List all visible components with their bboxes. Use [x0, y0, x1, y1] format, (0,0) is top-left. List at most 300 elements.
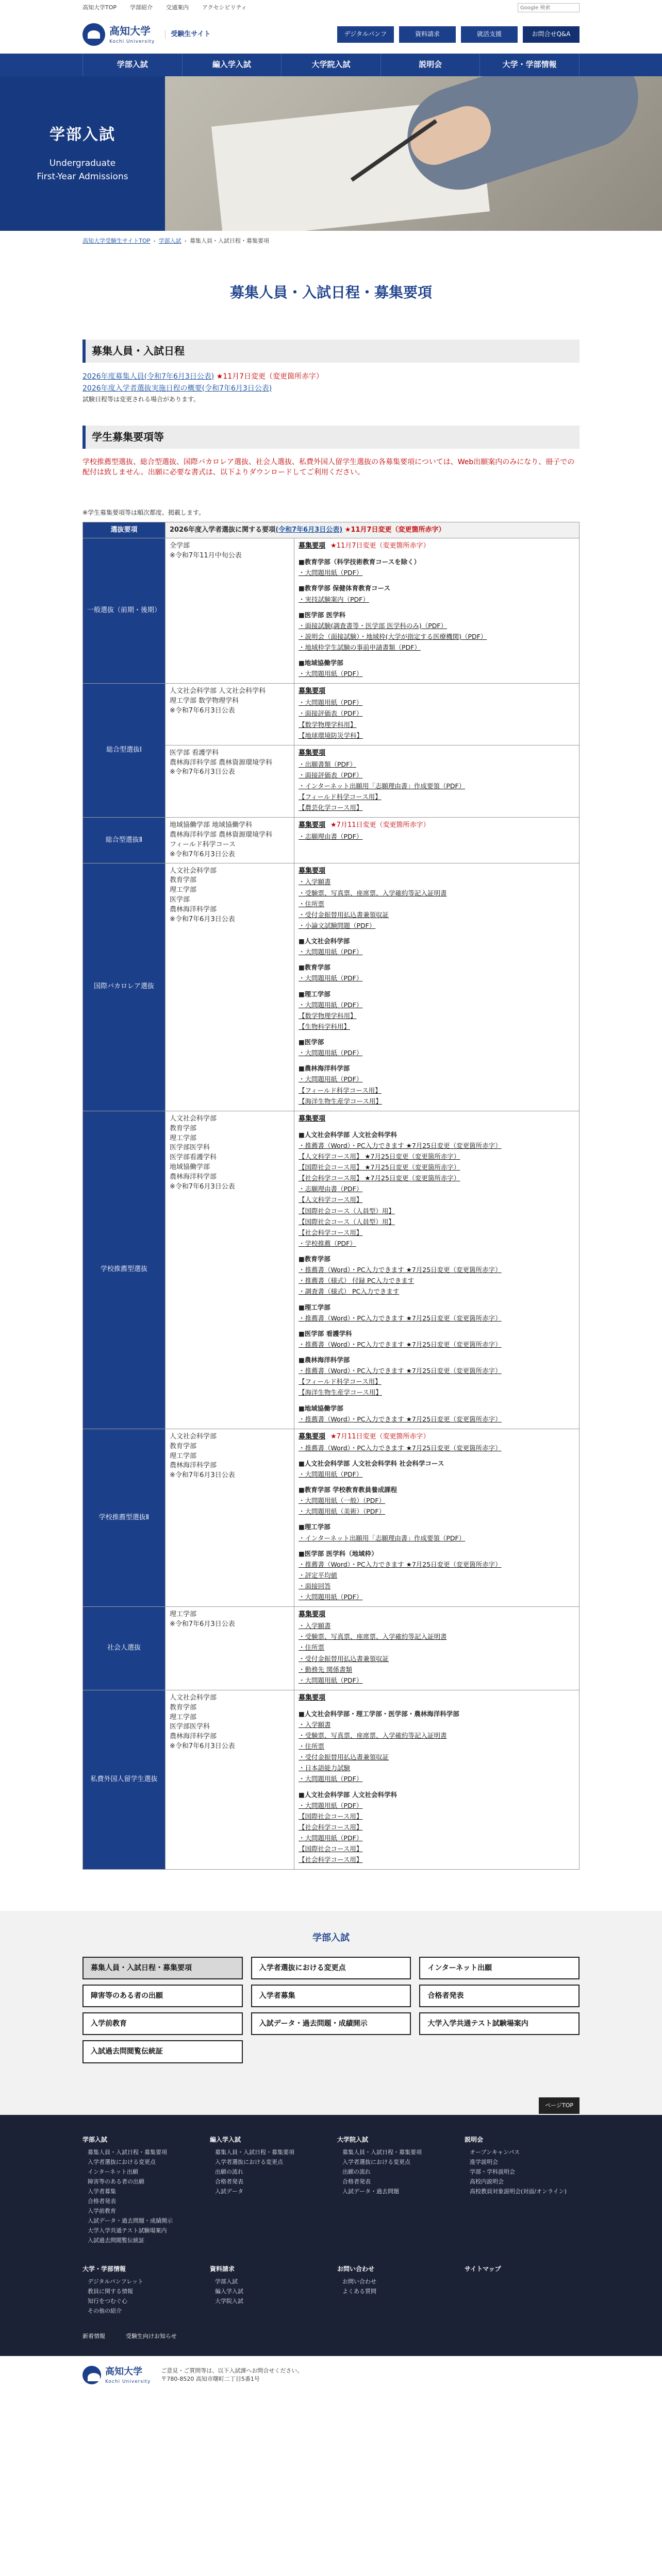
- row-documents: [294, 1111, 580, 1429]
- document-group-title: ■農林海洋科学部: [299, 1356, 350, 1364]
- document-link[interactable]: ・志願理由書（PDF）: [299, 1185, 363, 1193]
- gnav-graduate[interactable]: [282, 54, 381, 76]
- document-link[interactable]: 【数学物理学科用】: [299, 720, 357, 728]
- row-departments: [166, 818, 294, 863]
- gnav-sessions[interactable]: [381, 54, 481, 76]
- global-nav: [0, 54, 662, 76]
- footer-link[interactable]: 教員に関する情報: [88, 2287, 133, 2295]
- application-guidelines-link[interactable]: 募集要項: [299, 867, 326, 875]
- footer-link[interactable]: 入学者募集: [88, 2188, 116, 2195]
- department-line: 医学部: [170, 896, 190, 904]
- footer-column-title[interactable]: 編入学入試: [210, 2136, 241, 2143]
- digital-pamphlet-button[interactable]: デジタルパンフ: [337, 26, 394, 42]
- document-link[interactable]: 【社会科学コース用】 ★7月25日変更（変更箇所赤字）: [299, 1174, 460, 1182]
- footer-link[interactable]: 出願の流れ: [215, 2168, 243, 2176]
- document-group-title: ■医学部 看護学科: [299, 1329, 352, 1337]
- document-link[interactable]: ・説明会（面接試験）・地域枠(大学が指定する医療機関)（PDF）: [299, 632, 487, 640]
- footer-link[interactable]: 入試データ・過去問題・成績開示: [88, 2217, 173, 2224]
- row-documents: [294, 684, 580, 745]
- gnav-label: 大学・学部情報: [502, 60, 557, 70]
- department-line: フィールド科学コース: [170, 840, 236, 849]
- row-documents: [294, 818, 580, 863]
- row-departments: [166, 684, 294, 745]
- bottom-nav-item[interactable]: 入学者募集: [251, 1985, 411, 2007]
- document-link[interactable]: 【農芸化学コース用】: [299, 804, 363, 812]
- document-link[interactable]: 【社会科学コース用】: [299, 1228, 363, 1236]
- department-line: ※令和7年6月3日公表: [170, 1182, 235, 1191]
- document-link[interactable]: 【国際社会コース（人員型）用】: [299, 1207, 395, 1215]
- footer-address: 〒780-8520 高知市曙町二丁目5番1号: [161, 2376, 260, 2383]
- table-row: [83, 1111, 580, 1429]
- document-link[interactable]: ・大問題用紙（PDF）: [299, 1075, 363, 1083]
- header-title-text: 2026年度入学者選抜に関する要項: [170, 526, 276, 534]
- footer-column-title[interactable]: サイトマップ: [465, 2265, 501, 2273]
- document-link[interactable]: ・入学願書: [299, 1720, 331, 1728]
- footer-link[interactable]: 学部入試: [215, 2278, 238, 2285]
- document-link[interactable]: ・大問題用紙（PDF）: [299, 1470, 363, 1478]
- document-group-title: ■医学部: [299, 1038, 324, 1046]
- table-header-row: [83, 522, 580, 538]
- hero-en-line2: First-Year Admissions: [37, 171, 128, 182]
- bottom-nav-item[interactable]: 大学入学共通テスト試験場案内: [419, 2012, 580, 2035]
- application-guidelines-link[interactable]: 募集要項: [299, 687, 326, 696]
- document-link[interactable]: ・推薦書（様式） 付録 PC入力できます: [299, 1277, 415, 1285]
- footer-link[interactable]: 募集人員・入試日程・募集要項: [215, 2149, 294, 2156]
- logo-text: [109, 24, 155, 45]
- footer-column-title[interactable]: 学部入試: [82, 2136, 108, 2143]
- footer-link[interactable]: 学部・学科説明会: [470, 2168, 515, 2176]
- document-link[interactable]: ・受験票、写真票、座席票、入学確約等記入証明書: [299, 889, 447, 897]
- document-link[interactable]: ・出願書類（PDF）: [299, 760, 356, 768]
- document-link[interactable]: ・住所票: [299, 1643, 325, 1652]
- row-departments: [166, 1111, 294, 1429]
- header-change-note: ★11月7日変更（変更箇所赤字）: [344, 526, 445, 534]
- search-input[interactable]: [518, 3, 580, 12]
- row-category: 一般選抜（前期・後期）: [83, 538, 166, 684]
- document-link[interactable]: ・面接評価表（PDF）: [299, 709, 363, 718]
- footer-column: [337, 2136, 452, 2246]
- footer-link[interactable]: よくある質問: [342, 2287, 376, 2295]
- section-title: 募集人員・入試日程: [82, 340, 580, 363]
- schedule-note: 試験日程等は変更される場合があります。: [82, 395, 200, 403]
- document-link[interactable]: ・推薦書（Word）・PC入力できます ★7月25日変更（変更箇所赤字）: [299, 1141, 502, 1149]
- row-category: 総合型選抜Ⅰ: [83, 684, 166, 818]
- row-category: 国際バカロレア選抜: [83, 863, 166, 1111]
- page-top-button[interactable]: ページTOP: [539, 2097, 580, 2114]
- hero-en-line1: Undergraduate: [49, 158, 116, 169]
- bottom-nav-item[interactable]: 募集人員・入試日程・募集要項: [82, 1957, 243, 1979]
- document-link[interactable]: ・大問題用紙（PDF）: [299, 699, 363, 707]
- hero-title-box: [0, 76, 165, 231]
- footer-column-title[interactable]: 大学院入試: [337, 2136, 369, 2143]
- row-documents: [294, 863, 580, 1111]
- footer-columns: [82, 2136, 580, 2246]
- department-line: 人文社会科学部: [170, 1114, 217, 1123]
- documents-head: [299, 1610, 575, 1620]
- department-line: 医学部 看護学科: [170, 749, 219, 757]
- footer-column-title[interactable]: 資料請求: [210, 2265, 235, 2273]
- department-line: ※令和7年6月3日公表: [170, 707, 235, 715]
- document-link[interactable]: ・大問題用紙（PDF）: [299, 948, 363, 956]
- document-link[interactable]: ・受験票、写真票、座席票、入学確約等記入証明書: [299, 1731, 447, 1739]
- document-link[interactable]: ・推薦書（Word）・PC入力できます ★7月25日変更（変更箇所赤字）: [299, 1415, 502, 1423]
- request-materials-button[interactable]: 資料請求: [399, 26, 456, 42]
- documents-head: [299, 821, 575, 831]
- row-departments: [166, 1429, 294, 1606]
- header-buttons: [337, 26, 580, 42]
- document-link[interactable]: ・受付金振替用払込書兼領収証: [299, 1654, 389, 1663]
- table-row: [83, 863, 580, 1111]
- bottom-nav-item[interactable]: 入学者選抜における変更点: [251, 1957, 411, 1979]
- document-group-title: ■教育学部（科学技術教育コースを除く）: [299, 558, 421, 566]
- document-link[interactable]: ・大問題用紙（PDF）: [299, 1801, 363, 1809]
- document-link[interactable]: ・インターネット出願用「志願理由書」作成要領（PDF）: [299, 1534, 466, 1542]
- bottom-nav-grid: [82, 1957, 580, 2063]
- document-link[interactable]: ・地域枠学生試験の事前申請書類（PDF）: [299, 643, 421, 652]
- pagetop-wrap: [0, 2094, 662, 2115]
- breadcrumb-link-top[interactable]: 高知大学受験生サイトTOP: [82, 238, 151, 244]
- application-guidelines-link[interactable]: 募集要項: [299, 542, 326, 550]
- bottom-nav-item[interactable]: 合格者発表: [419, 1985, 580, 2007]
- department-line: 医学部医学科: [170, 1723, 210, 1731]
- document-link[interactable]: ・住所票: [299, 900, 325, 908]
- document-link[interactable]: 【生物科学科用】: [299, 1022, 351, 1030]
- footer-link[interactable]: 障害等のある者の出願: [88, 2178, 144, 2185]
- application-guidelines-link[interactable]: 募集要項: [299, 1432, 326, 1440]
- change-note: ★11月7日変更（変更箇所赤字）: [216, 372, 324, 381]
- footer-column: [82, 2265, 197, 2317]
- change-note: ★7月11日変更（変更箇所赤字）: [330, 821, 430, 829]
- logo-en: Kochi University: [109, 39, 155, 44]
- schedule-line: [82, 371, 580, 383]
- document-link[interactable]: ・大問題用紙（PDF）: [299, 1049, 363, 1057]
- footer-row2: [82, 2265, 580, 2317]
- document-group-title: ■理工学部: [299, 1303, 330, 1311]
- document-group-title: ■教育学部 保健体育教育コース: [299, 584, 391, 592]
- document-group-title: ■理工学部: [299, 1523, 330, 1531]
- breadcrumb-separator: ›: [184, 238, 187, 244]
- document-link[interactable]: ・面接評価表（PDF）: [299, 771, 363, 779]
- document-link[interactable]: 【国際社会コース用】: [299, 1845, 363, 1853]
- department-line: 理工学部 数学物理学科: [170, 697, 239, 705]
- footer-link[interactable]: インターネット出願: [88, 2168, 139, 2176]
- document-link[interactable]: ・大問題用紙（PDF）: [299, 1834, 363, 1842]
- department-line: 人文社会科学部 人文社会科学科: [170, 687, 266, 696]
- document-group-title: ■農林海洋科学部: [299, 1064, 350, 1073]
- section-body: [82, 371, 580, 405]
- document-group-title: ■人文社会科学部 人文社会科学科 社会科学コース: [299, 1459, 444, 1467]
- document-link[interactable]: ・面接回答: [299, 1582, 331, 1590]
- footer-link[interactable]: 入試過去問閲覧伝統証: [88, 2236, 144, 2244]
- table-row: [83, 818, 580, 863]
- bottom-nav-title: 学部入試: [312, 1933, 350, 1944]
- footer-link[interactable]: オープンキャンパス: [470, 2149, 520, 2156]
- application-guidelines-link[interactable]: 募集要項: [299, 821, 326, 829]
- capacity-link[interactable]: 2026年度募集人員(令和7年6月3日公表): [82, 372, 214, 381]
- header-category: 選抜要項: [83, 522, 166, 538]
- document-link[interactable]: 【国際社会コース用】 ★7月25日変更（変更箇所赤字）: [299, 1163, 460, 1172]
- schedule-line: [82, 383, 580, 395]
- document-link[interactable]: 【フィールド科学コース用】: [299, 1086, 382, 1094]
- document-link[interactable]: ・推薦書（Word）・PC入力できます ★7月25日変更（変更箇所赤字）: [299, 1314, 502, 1322]
- application-guidelines-link[interactable]: 募集要項: [299, 749, 326, 757]
- footer-note: ご意見・ご質問等は、以下入試課へお問合せください。: [161, 2367, 303, 2375]
- table-row: [83, 684, 580, 745]
- schedule-link[interactable]: 2026年度入学者選抜実施日程の概要(令和7年6月3日公表): [82, 384, 272, 393]
- footer-logo-text: [105, 2365, 151, 2385]
- topbar-link-university-top[interactable]: 高知大学TOP: [82, 4, 117, 11]
- top-utility-bar: [0, 0, 662, 15]
- document-link[interactable]: ・推薦書（Word）・PC入力できます ★7月25日変更（変更箇所赤字）: [299, 1340, 502, 1348]
- footer-link[interactable]: 編入学入試: [215, 2287, 243, 2295]
- row-documents: [294, 1690, 580, 1870]
- university-emblem-icon: [82, 2366, 101, 2384]
- footer-column-title[interactable]: お問い合わせ: [337, 2265, 375, 2273]
- logo-name: 高知大学: [109, 24, 151, 37]
- bottom-nav-item[interactable]: 入試データ・過去問題・成績開示: [251, 2012, 411, 2035]
- footer-link[interactable]: 大学入学共通テスト試験場案内: [88, 2227, 167, 2234]
- footer-link[interactable]: 合格者発表: [215, 2178, 243, 2185]
- document-group-title: ■医学部 医学科: [299, 611, 346, 619]
- topbar-link-accessibility[interactable]: アクセシビリティ: [202, 4, 247, 11]
- document-link[interactable]: ・推薦書（Word）・PC入力できます ★7月25日変更（変更箇所赤字）: [299, 1444, 502, 1452]
- change-note: ★11月7日変更（変更箇所赤字）: [330, 542, 430, 550]
- document-group-title: ■理工学部: [299, 990, 330, 998]
- footer-link[interactable]: 入学者選抜における変更点: [88, 2159, 156, 2166]
- footer-link[interactable]: 出願の流れ: [342, 2168, 371, 2176]
- row-departments: [166, 1607, 294, 1690]
- document-link[interactable]: ・評定平均値: [299, 1571, 338, 1579]
- footer-link[interactable]: 高校教員対象説明会(対面/オンライン): [470, 2188, 567, 2195]
- hero-title: 学部入試: [49, 125, 115, 144]
- document-link[interactable]: ・大問題用紙（PDF）: [299, 1676, 363, 1684]
- department-line: ※令和7年6月3日公表: [170, 850, 235, 858]
- footer-link[interactable]: 進学説明会: [470, 2159, 498, 2166]
- breadcrumb-link-undergraduate[interactable]: 学部入試: [158, 238, 181, 244]
- bottom-nav-item[interactable]: インターネット出願: [419, 1957, 580, 1979]
- document-link[interactable]: ・インターネット出願用「志願理由書」作成要領（PDF）: [299, 782, 466, 790]
- table-row: [83, 1607, 580, 1690]
- footer-link[interactable]: デジタルパンフレット: [88, 2278, 144, 2285]
- department-line: 地域協働学部 地域協働学科: [170, 821, 253, 829]
- site-logo[interactable]: [82, 23, 155, 46]
- documents-head: [299, 541, 575, 551]
- footer-column: [337, 2265, 452, 2317]
- footer-link[interactable]: 募集人員・入試日程・募集要項: [342, 2149, 422, 2156]
- document-link[interactable]: ・受付金振替用払込書兼領収証: [299, 910, 389, 919]
- bottom-nav-item[interactable]: 入試過去問閲覧伝統証: [82, 2040, 243, 2063]
- department-line: 理工学部: [170, 886, 197, 894]
- footer-link[interactable]: 入試データ: [215, 2188, 243, 2195]
- department-line: ※令和7年6月3日公表: [170, 1620, 235, 1629]
- department-line: 教育学部: [170, 1442, 197, 1450]
- footer-logo[interactable]: [82, 2365, 151, 2385]
- table-row: [83, 1429, 580, 1606]
- document-link[interactable]: 【数学物理学科用】: [299, 1011, 357, 1020]
- footer-logo-en: Kochi University: [105, 2379, 151, 2384]
- document-group-title: ■人文社会科学部・理工学部・医学部・農林海洋科学部: [299, 1709, 459, 1718]
- document-link[interactable]: ・大問題用紙（一般）（PDF）: [299, 1497, 386, 1505]
- document-link[interactable]: ・小論文試験問題（PDF）: [299, 921, 376, 929]
- document-link[interactable]: ・面接試験(調査書等・医学部 医学科のみ)（PDF）: [299, 621, 448, 630]
- change-note: ★7月11日変更（変更箇所赤字）: [330, 1432, 430, 1440]
- document-link[interactable]: 【フィールド科学コース用】: [299, 793, 382, 801]
- section-guidelines: [82, 426, 580, 1870]
- footer-column: [210, 2265, 325, 2317]
- gnav-transfer[interactable]: [183, 54, 282, 76]
- footer-column: [465, 2136, 580, 2246]
- topbar-link-faculties[interactable]: 学部紹介: [130, 4, 153, 11]
- bottom-nav-item[interactable]: 入学前教育: [82, 2012, 243, 2035]
- document-link[interactable]: ・推薦書（Word）・PC入力できます ★7月25日変更（変更箇所赤字）: [299, 1367, 502, 1375]
- document-group-title: ■人文社会科学部 人文社会科学科: [299, 1790, 398, 1799]
- document-group-title: ■人文社会科学部: [299, 937, 350, 945]
- footer-column: [82, 2136, 197, 2246]
- footer-column: [465, 2265, 580, 2317]
- document-link[interactable]: ・住所票: [299, 1742, 325, 1751]
- row-category: 学校推薦型選抜: [83, 1111, 166, 1429]
- department-line: 地域協働学部: [170, 1163, 210, 1172]
- document-link[interactable]: ・大問題用紙（PDF）: [299, 569, 363, 577]
- documents-head: [299, 749, 575, 758]
- document-link[interactable]: 【社会科学コース用】: [299, 1856, 363, 1864]
- document-link[interactable]: ・推薦書（Word）・PC入力できます ★7月25日変更（変更箇所赤字）: [299, 1560, 502, 1568]
- application-guidelines-link[interactable]: 募集要項: [299, 1611, 326, 1619]
- footer-link[interactable]: お問い合わせ: [342, 2278, 376, 2285]
- document-link[interactable]: 【人文科学コース用】: [299, 1196, 363, 1204]
- department-line: 人文社会科学部: [170, 1693, 217, 1702]
- document-link[interactable]: 【国際社会コース（人員型）用】: [299, 1217, 395, 1226]
- footer-link[interactable]: 募集人員・入試日程・募集要項: [88, 2149, 167, 2156]
- application-guidelines-link[interactable]: 募集要項: [299, 1114, 326, 1123]
- document-link[interactable]: 【海洋生物生産学コース用】: [299, 1388, 382, 1397]
- footer-notice-link[interactable]: 受験生向けお知らせ: [126, 2332, 177, 2340]
- document-link[interactable]: ・大問題用紙（美術）（PDF）: [299, 1507, 386, 1516]
- document-link[interactable]: 【フィールド科学コース用】: [299, 1378, 382, 1386]
- document-link[interactable]: ・実技試験案内（PDF）: [299, 595, 369, 603]
- document-link[interactable]: ・調査書（様式） PC入力できます: [299, 1287, 400, 1296]
- footer-column-title[interactable]: 大学・学部情報: [82, 2265, 126, 2273]
- row-documents: [294, 538, 580, 684]
- main-content: [82, 251, 580, 1870]
- document-link[interactable]: 【社会科学コース用】: [299, 1823, 363, 1831]
- guidelines-red-note: 学校推薦型選抜、総合型選抜、国際バカロレア選抜、社会人選抜、私費外国人留学生選抜の各募集要項については、Web出願案内のみになり、冊子での配付は致しません。出願に必要な書式は、以下よりダウンロードしてご利用ください。: [82, 457, 575, 477]
- document-link[interactable]: 【海洋生物生産学コース用】: [299, 1097, 382, 1105]
- row-category: 学校推薦型選抜Ⅱ: [83, 1429, 166, 1606]
- topbar-link-access[interactable]: 交通案内: [166, 4, 189, 11]
- row-category: 社会人選抜: [83, 1607, 166, 1690]
- department-line: 農林海洋科学部 農林資源環境学科: [170, 831, 273, 839]
- document-link[interactable]: ・入学願書: [299, 1622, 331, 1630]
- breadcrumb-separator: ›: [153, 238, 156, 244]
- department-line: ※令和7年6月3日公表: [170, 1742, 235, 1751]
- footer-link[interactable]: 大学院入試: [215, 2297, 243, 2304]
- footer-link[interactable]: 知行をつむぐ心: [88, 2297, 127, 2304]
- department-line: 人文社会科学部: [170, 867, 217, 875]
- row-departments: [166, 863, 294, 1111]
- footer-link[interactable]: 入試データ・過去問題: [342, 2188, 399, 2195]
- department-line: ※令和7年6月3日公表: [170, 915, 235, 923]
- row-category: 私費外国人留学生選抜: [83, 1690, 166, 1870]
- document-link[interactable]: ・入学願書: [299, 878, 331, 886]
- bottom-nav-item[interactable]: 障害等のある者の出願: [82, 1985, 243, 2007]
- document-group-title: ■地域協働学部: [299, 659, 343, 667]
- footer-link[interactable]: 合格者発表: [342, 2178, 371, 2185]
- site-footer: [0, 2115, 662, 2356]
- breadcrumb-current: 募集人員・入試日程・募集要項: [190, 238, 270, 244]
- contact-qa-button[interactable]: お問合せQ&A: [523, 26, 580, 42]
- document-group-title: ■地域協働学部: [299, 1404, 343, 1412]
- footer-link[interactable]: 高校内説明会: [470, 2178, 504, 2185]
- document-link[interactable]: ・推薦書（Word）・PC入力できます ★7月25日変更（変更箇所赤字）: [299, 1266, 502, 1274]
- department-line: ※令和7年6月3日公表: [170, 1471, 235, 1480]
- document-link[interactable]: ・学校推薦（PDF）: [299, 1239, 356, 1247]
- footer-link[interactable]: 入学者選抜における変更点: [342, 2159, 410, 2166]
- document-link[interactable]: 【国際社会コース用】: [299, 1812, 363, 1820]
- row-departments: [166, 1690, 294, 1870]
- department-line: 医学部医学科: [170, 1144, 210, 1152]
- footer-column-title[interactable]: 説明会: [465, 2136, 484, 2143]
- document-link[interactable]: 【人文科学コース用】 ★7月25日変更（変更箇所赤字）: [299, 1152, 460, 1160]
- row-departments: [166, 745, 294, 817]
- document-link[interactable]: ・大問題用紙（PDF）: [299, 1593, 363, 1601]
- career-support-button[interactable]: 就活支援: [461, 26, 518, 42]
- document-group-title: ■教育学部: [299, 963, 330, 972]
- section-title: 学生募集要項等: [82, 426, 580, 449]
- footer-link[interactable]: 合格者発表: [88, 2197, 116, 2205]
- department-line: 教育学部: [170, 876, 197, 885]
- document-link[interactable]: ・受付金振替用払込書兼領収証: [299, 1753, 389, 1761]
- document-link[interactable]: ・志願理由書（PDF）: [299, 833, 363, 841]
- gnav-undergraduate[interactable]: [82, 54, 183, 76]
- requirements-table: [82, 522, 580, 1870]
- document-link[interactable]: ・大問題用紙（PDF）: [299, 974, 363, 982]
- department-line: 全学部: [170, 542, 190, 550]
- footer-news-link[interactable]: 新着情報: [82, 2332, 105, 2340]
- table-row: [83, 1690, 580, 1870]
- department-line: 人文社会科学部: [170, 1432, 217, 1440]
- gnav-label: 説明会: [419, 60, 442, 70]
- university-emblem-icon: [82, 23, 105, 46]
- document-link[interactable]: 【地球環境防災学科】: [299, 731, 363, 739]
- breadcrumb: [0, 231, 662, 251]
- department-line: 農林海洋科学部: [170, 1733, 217, 1741]
- document-link[interactable]: ・大問題用紙（PDF）: [299, 670, 363, 678]
- department-line: 農林海洋科学部: [170, 1462, 217, 1470]
- document-link[interactable]: ・受験票、写真票、座席票、入学確約等記入証明書: [299, 1633, 447, 1641]
- documents-head: [299, 1432, 575, 1442]
- footer-link[interactable]: その他の紹介: [88, 2307, 122, 2314]
- document-link[interactable]: ・大問題用紙（PDF）: [299, 1775, 363, 1783]
- document-link[interactable]: ・大問題用紙（PDF）: [299, 1001, 363, 1009]
- table-note: ※学生募集要項等は順次都度、掲載します。: [82, 509, 205, 517]
- gnav-info[interactable]: [480, 54, 580, 76]
- header-pub-link[interactable]: (令和7年6月3日公表): [275, 526, 343, 534]
- footer-link[interactable]: 入学者選抜における変更点: [215, 2159, 283, 2166]
- document-link[interactable]: ・日本語能力試験: [299, 1764, 351, 1772]
- hero-banner: [0, 76, 662, 231]
- footer-link[interactable]: 入学前教育: [88, 2207, 116, 2214]
- department-line: 農林海洋科学部 農林資源環境学科: [170, 758, 273, 767]
- page-title: 募集人員・入試日程・募集要項: [229, 283, 432, 301]
- documents-head: [299, 867, 575, 876]
- department-line: 理工学部: [170, 1452, 197, 1460]
- department-line: 農林海洋科学部: [170, 1173, 217, 1181]
- section-capacity-schedule: [82, 340, 580, 405]
- application-guidelines-link[interactable]: 募集要項: [299, 1693, 326, 1702]
- site-name: 受験生サイト: [165, 30, 210, 40]
- document-link[interactable]: ・勤務先 関係書類: [299, 1665, 352, 1673]
